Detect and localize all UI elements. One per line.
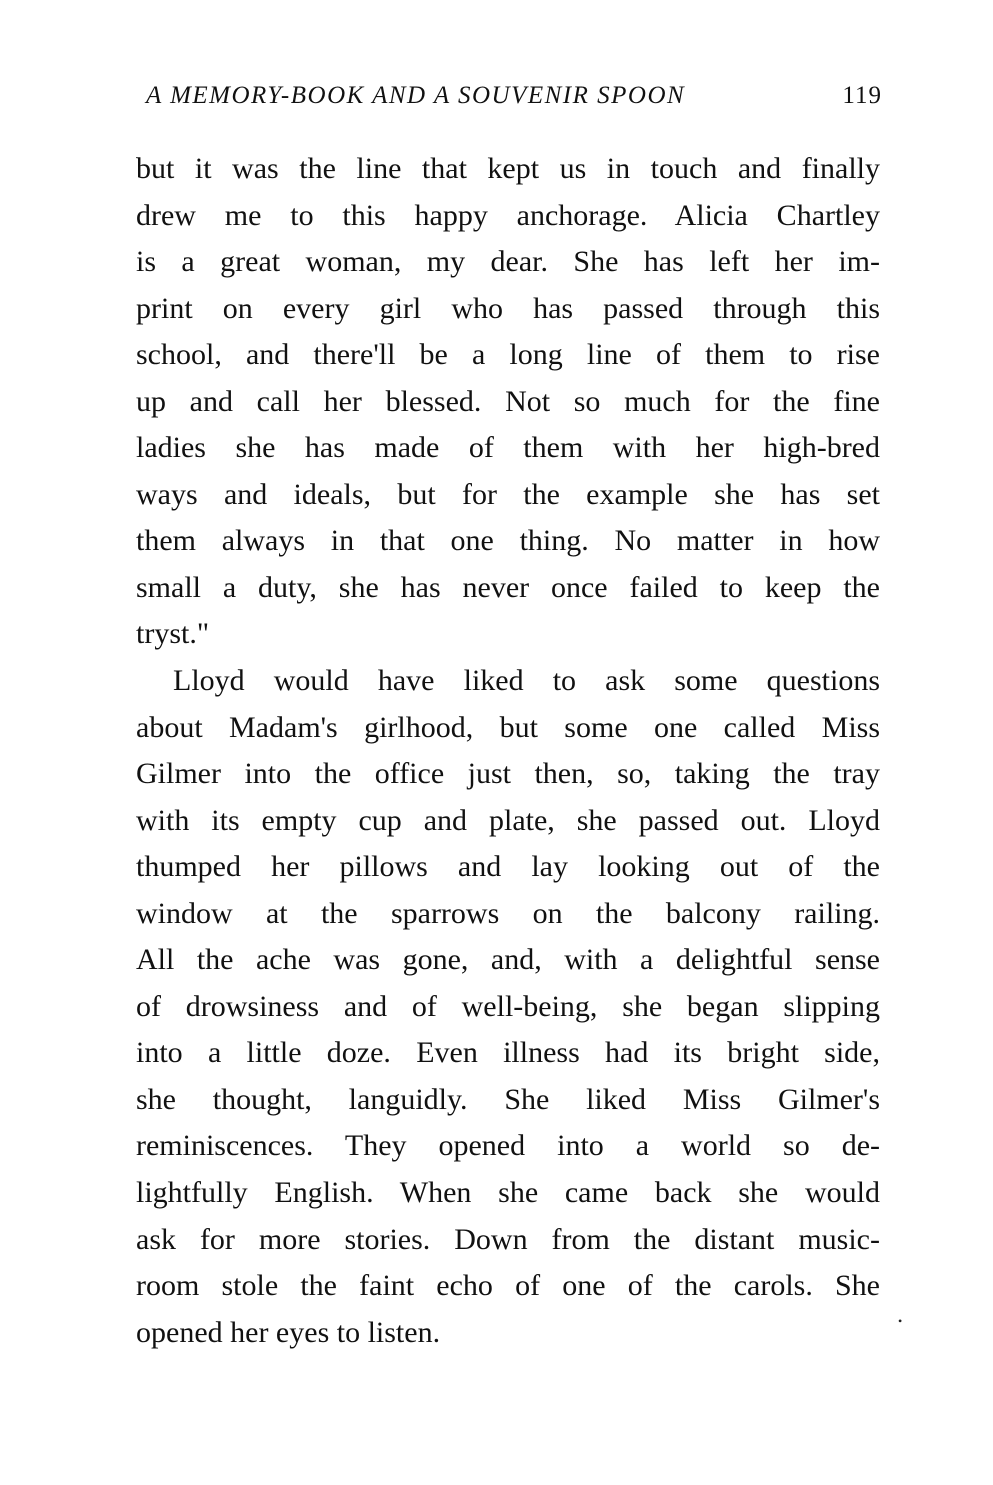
- text-line: ladies she has made of them with her high-bred: [136, 431, 880, 465]
- text-line: print on every girl who has passed through this: [136, 291, 880, 325]
- text-line: small a duty, she has never once failed to keep the: [136, 570, 880, 604]
- text-line: up and call her blessed. Not so much for the fine: [136, 384, 880, 418]
- text-line: tryst.": [136, 617, 210, 651]
- text-line: reminiscences. They opened into a world so de-: [136, 1129, 880, 1163]
- body-text: [136, 146, 880, 1356]
- print-speck: •: [898, 1314, 903, 1328]
- text-line: ways and ideals, but for the example she has set: [136, 477, 880, 511]
- text-line: about Madam's girlhood, but some one called Miss: [136, 710, 880, 744]
- text-line: ask for more stories. Down from the distant music-: [136, 1222, 880, 1256]
- text-line: she thought, languidly. She liked Miss Gilmer's: [136, 1082, 880, 1116]
- page-number: 119: [842, 82, 882, 109]
- text-line: drew me to this happy anchorage. Alicia Chartley: [136, 198, 880, 232]
- text-line: thumped her pillows and lay looking out of the: [136, 850, 880, 884]
- text-line: into a little doze. Even illness had its bright side,: [136, 1036, 880, 1070]
- paragraph-2: [136, 658, 880, 1356]
- text-line: of drowsiness and of well-being, she began slipping: [136, 989, 880, 1023]
- running-head: [146, 82, 882, 122]
- running-title: A MEMORY-BOOK AND A SOUVENIR SPOON: [146, 82, 686, 109]
- paragraph-1: [136, 146, 880, 658]
- text-line: is a great woman, my dear. She has left her im-: [136, 245, 880, 279]
- text-line: opened her eyes to listen.: [136, 1315, 441, 1349]
- text-line: Lloyd would have liked to ask some questions: [173, 664, 880, 698]
- text-line: school, and there'll be a long line of them to rise: [136, 338, 880, 372]
- text-line: lightfully English. When she came back she would: [136, 1176, 880, 1210]
- text-line: with its empty cup and plate, she passed out. Lloyd: [136, 803, 880, 837]
- text-line: window at the sparrows on the balcony railing.: [136, 896, 880, 930]
- text-line: but it was the line that kept us in touch and finally: [136, 152, 880, 185]
- text-line: them always in that one thing. No matter in how: [136, 524, 880, 558]
- text-line: All the ache was gone, and, with a delightful sense: [136, 943, 880, 977]
- text-line: room stole the faint echo of one of the carols. She: [136, 1269, 880, 1303]
- text-line: Gilmer into the office just then, so, taking the tray: [136, 757, 880, 791]
